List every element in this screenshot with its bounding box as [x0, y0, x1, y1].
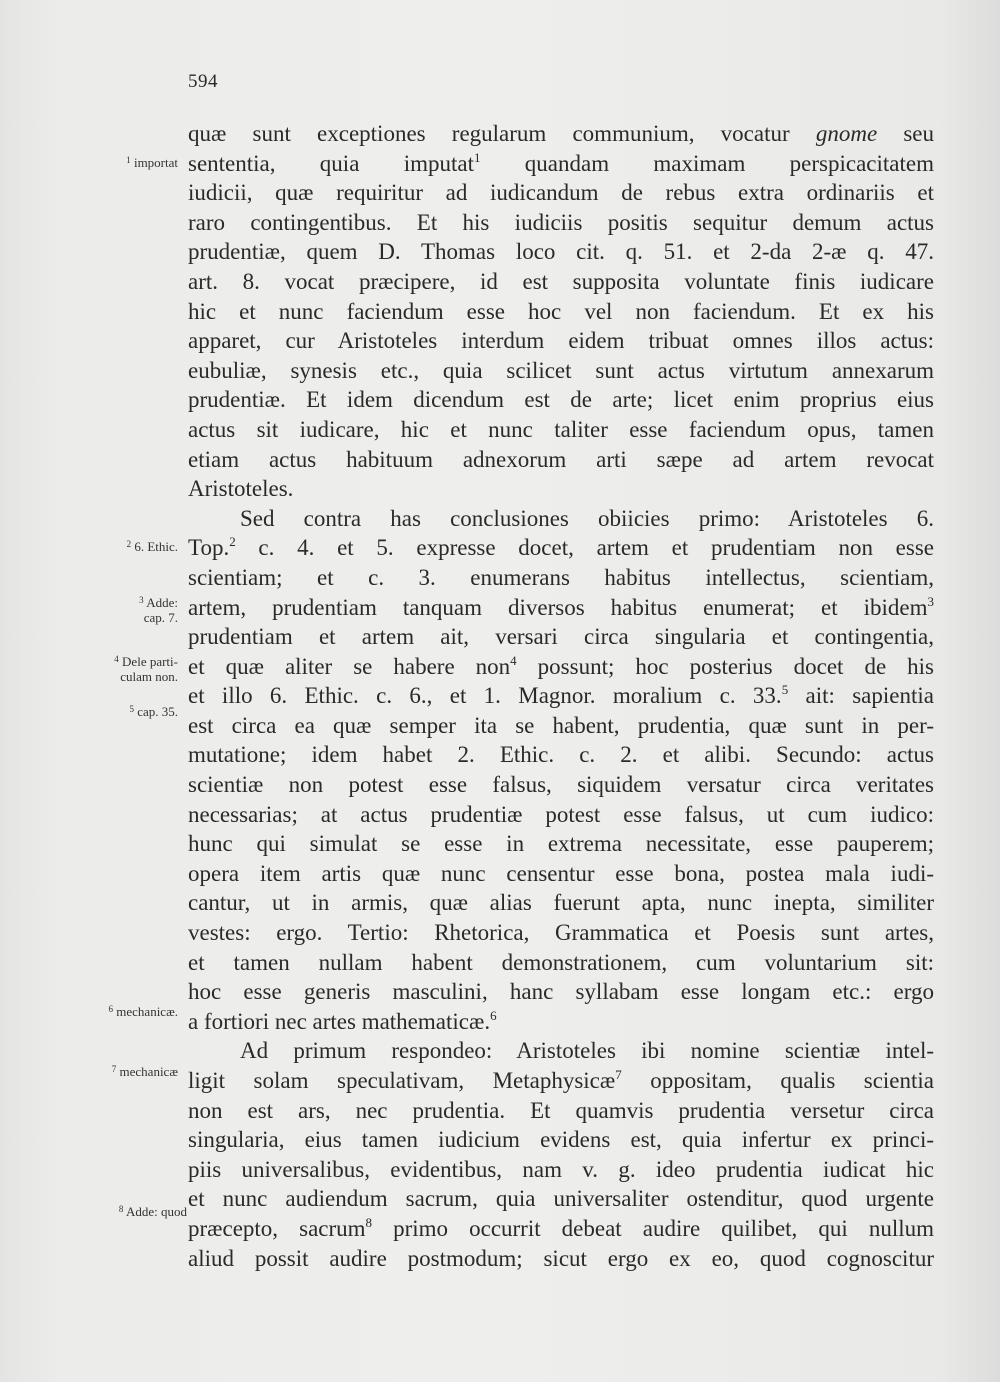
text-line: et nunc audiendum sacrum, quia universaliter ostenditur, quod urgente	[188, 1186, 934, 1212]
text-line: opera item artis quæ nunc censentur esse bona, postea mala iudi-	[188, 860, 934, 886]
text-line: hoc esse generis masculini, hanc syllabam esse longam etc.: ergo	[188, 979, 934, 1005]
text-line: et quæ aliter se habere non$^4$ possunt; hoc posterius docet de his	[188, 652, 935, 679]
margin-note: $^5$ cap. 35.	[129, 704, 178, 719]
text-line: iudicii, quæ requiritur ad iudicandum de rebus extra ordinariis et	[188, 180, 934, 206]
text-line: vestes: ergo. Tertio: Rhetorica, Grammatica et Poesis sunt artes,	[188, 920, 934, 946]
margin-note: $^7$ mechanicæ	[111, 1064, 178, 1079]
text-line: art. 8. vocat præcipere, id est supposita voluntate finis iudicare	[188, 268, 934, 294]
text-line: et tamen nullam habent demonstrationem, cum voluntarium sit:	[188, 949, 934, 975]
text-line: ligit solam speculativam, Metaphysicæ$^7$ oppositam, qualis scientia	[188, 1067, 935, 1093]
text-line: cantur, ut in armis, quæ alias fuerunt apta, nunc inepta, similiter	[188, 890, 934, 916]
text-line: præcepto, sacrum$^8$ primo occurrit debeat audire quilibet, qui nullum	[188, 1214, 934, 1241]
footnote-marker: 3	[927, 593, 934, 609]
text-line: hic et nunc faciendum esse hoc vel non faciendum. Et ex his	[188, 298, 934, 324]
margin-note: $^3$ Adde: cap. 7.	[139, 595, 178, 625]
margin-note: $^8$ Adde: quod	[118, 1204, 187, 1219]
text-line: hunc qui simulat se esse in extrema necessitate, esse pauperem;	[188, 831, 934, 857]
text-line: non est ars, nec prudentia. Et quamvis prudentia versetur circa	[188, 1097, 934, 1123]
text-line: sententia, quia imputat$^1$ quandam maximam perspicacitatem	[188, 149, 934, 176]
text-line: necessarias; at actus prudentiæ potest esse falsus, ut cum iudico:	[188, 801, 934, 827]
text-line: apparet, cur Aristoteles interdum eidem tribuat omnes illos actus:	[188, 328, 934, 354]
text-line: eubuliæ, synesis etc., quia scilicet sunt actus virtutum annexarum	[188, 357, 934, 383]
italic-term: gnome	[815, 121, 878, 146]
text-line: est circa ea quæ semper ita se habent, prudentia, quæ sunt in per-	[188, 712, 934, 738]
text-line: mutatione; idem habet 2. Ethic. c. 2. et alibi. Secundo: actus	[188, 742, 934, 768]
text-line: scientiam; et c. 3. enumerans habitus intellectus, scientiam,	[188, 564, 934, 590]
text-line: Ad primum respondeo: Aristoteles ibi nomine scientiæ intel-	[240, 1038, 934, 1064]
text-line: quæ sunt exceptiones regularum communium, vocatur gnome seu	[188, 121, 934, 146]
margin-note: $^6$ mechanicæ.	[108, 1004, 178, 1019]
footnote-marker: 8	[365, 1214, 373, 1230]
footnote-marker: 2	[229, 534, 236, 550]
text-line: actus sit iudicare, hic et nunc taliter esse faciendum opus, tamen	[188, 416, 934, 442]
footnote-marker: 7	[615, 1067, 622, 1082]
text-line: Top.$^2$ c. 4. et 5. expresse docet, artem et prudentiam non esse	[188, 534, 934, 561]
text-line: singularia, eius tamen iudicium evidens est, quia infertur ex princi-	[188, 1127, 934, 1153]
text-line: artem, prudentiam tanquam diversos habitus enumerat; et ibidem$^3$	[188, 593, 934, 620]
text-line: scientiæ non potest esse falsus, siquidem versatur circa veritates	[188, 772, 934, 798]
margin-note: $^4$ Dele parti- culam non.	[114, 654, 178, 684]
footnote-marker: 6	[490, 1007, 497, 1023]
footnote-marker: 1	[473, 149, 481, 165]
text-line: Aristoteles.	[188, 476, 294, 502]
text-line: aliud possit audire postmodum; sicut ergo ex eo, quod cognoscitur	[188, 1245, 934, 1271]
footnote-marker: 5	[781, 682, 789, 698]
text-line: raro contingentibus. Et his iudiciis positis sequitur demum actus	[188, 209, 934, 235]
text-line: prudentiæ. Et idem dicendum est de arte; licet enim proprius eius	[188, 387, 934, 413]
text-line: etiam actus habituum adnexorum arti sæpe ad artem revocat	[188, 446, 934, 472]
text-line: Sed contra has conclusiones obiicies primo: Aristoteles 6.	[240, 505, 934, 531]
footnote-marker: 4	[510, 652, 517, 668]
text-line: et illo 6. Ethic. c. 6., et 1. Magnor. moralium c. 33.$^5$ ait: sapientia	[188, 682, 934, 709]
body-text	[188, 119, 934, 1273]
page-number: 594	[188, 71, 218, 92]
text-line: prudentiæ, quem D. Thomas loco cit. q. 51. et 2-da 2-æ q. 47.	[188, 239, 934, 265]
margin-note: $^2$ 6. Ethic.	[126, 539, 178, 554]
text-line: piis universalibus, evidentibus, nam v. g. ideo prudentia iudicat hic	[188, 1156, 934, 1182]
text-line: prudentiam et artem ait, versari circa singularia et contingentia,	[188, 624, 934, 650]
margin-note: $^1$ importat	[126, 155, 178, 170]
text-line: a fortiori nec artes mathematicæ.$^6$	[188, 1007, 497, 1034]
